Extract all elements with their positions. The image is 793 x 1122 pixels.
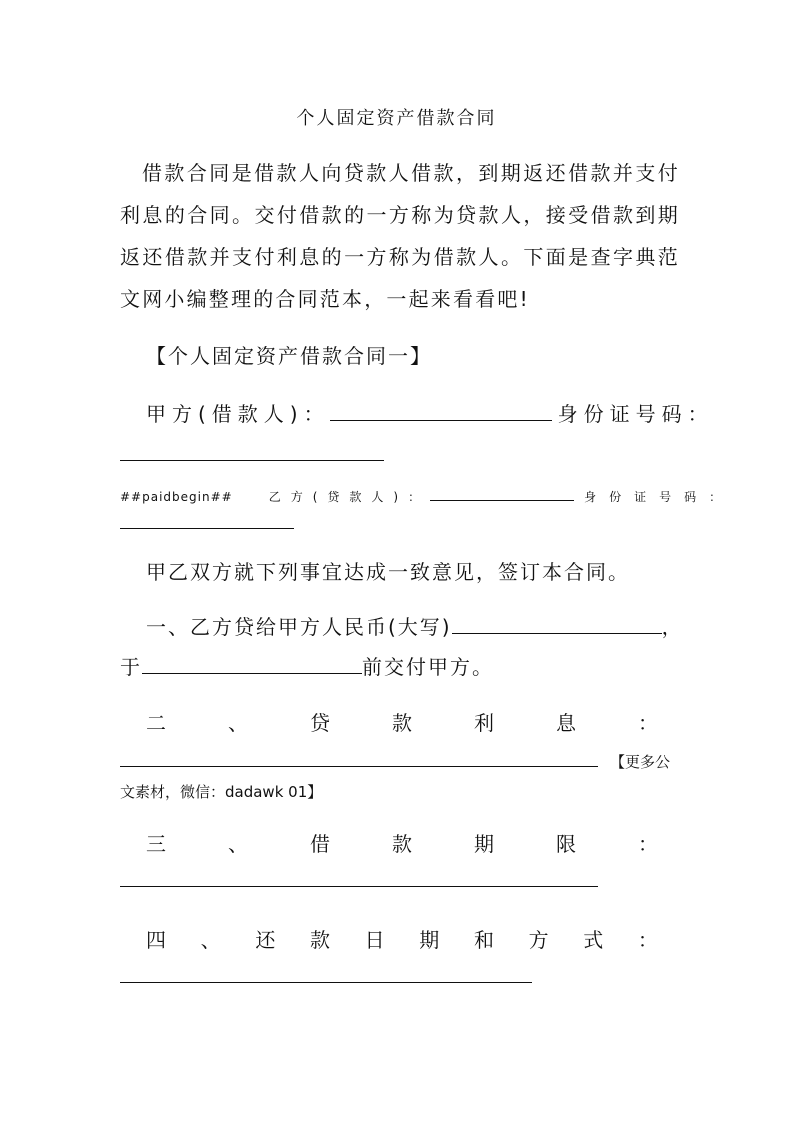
party-a-row xyxy=(146,398,714,427)
clause4-char: 、 xyxy=(200,928,223,952)
paid-marker: ##paidbegin## xyxy=(120,490,233,504)
party-b-id-row xyxy=(120,510,676,534)
clause3-char: 三 xyxy=(146,832,168,856)
clause2-char: 息 xyxy=(556,711,578,735)
party-a-id-label: 身份证号码： xyxy=(557,402,714,426)
clause1-date-row xyxy=(120,651,676,680)
clause2-blank xyxy=(120,765,598,767)
clause2-char: 、 xyxy=(228,711,250,735)
clause1-comma: ， xyxy=(661,615,684,639)
party-b-label: 乙方(贷款人)： xyxy=(268,490,431,504)
clause3-char: 、 xyxy=(228,832,250,856)
party-b-id-label: 身份证号码： xyxy=(584,490,735,504)
clause4-char: 日 xyxy=(364,928,387,952)
party-a-blank xyxy=(330,419,552,421)
clause4-char: 期 xyxy=(419,928,442,952)
party-a-id-blank xyxy=(120,459,384,461)
clause3-char: 限 xyxy=(556,832,578,856)
clause4-blank-row xyxy=(120,964,676,988)
clause3-blank xyxy=(120,885,598,887)
party-a-id-row xyxy=(120,442,676,466)
clause3-char: 款 xyxy=(392,832,414,856)
clause2-char: 利 xyxy=(474,711,496,735)
clause2-heading xyxy=(146,707,660,736)
section-heading: 【个人固定资产借款合同一】 xyxy=(146,344,432,368)
clause4-char: 方 xyxy=(528,928,551,952)
clause2-char: 款 xyxy=(392,711,414,735)
clause3-heading xyxy=(146,828,660,857)
clause4-char: ： xyxy=(637,928,660,952)
clause3-char: ： xyxy=(638,832,660,856)
clause4-char: 和 xyxy=(473,928,496,952)
document-title: 个人固定资产借款合同 xyxy=(296,108,497,129)
clause4-blank xyxy=(120,981,532,983)
party-b-row xyxy=(120,488,735,505)
clause3-char: 借 xyxy=(310,832,332,856)
promo-line-2: 文素材，微信：dadawk 01】 xyxy=(120,783,323,801)
party-b-id-blank xyxy=(120,527,294,529)
clause1-date-blank xyxy=(142,672,362,674)
clause1-yu: 于 xyxy=(120,655,142,679)
clause1-row xyxy=(146,611,684,640)
party-a-label: 甲方(借款人)： xyxy=(146,402,330,426)
clause4-heading xyxy=(146,924,660,953)
clause4-char: 式 xyxy=(583,928,606,952)
clause2-blank-row xyxy=(120,748,680,772)
clause2-char: 贷 xyxy=(310,711,332,735)
clause1-end: 前交付甲方。 xyxy=(362,655,494,679)
clause4-char: 款 xyxy=(309,928,332,952)
clause2-char: ： xyxy=(638,711,660,735)
clause4-char: 还 xyxy=(255,928,278,952)
clause1-text: 一、乙方贷给甲方人民币(大写) xyxy=(146,615,452,639)
promo-line-1: 【更多公 xyxy=(610,753,671,771)
clause4-char: 四 xyxy=(146,928,168,952)
clause2-char: 二 xyxy=(146,711,168,735)
clause1-amount-blank xyxy=(452,632,662,634)
party-b-blank xyxy=(430,499,574,501)
intro-paragraph: 借款合同是借款人向贷款人借款，到期返还借款并支付利息的合同。交付借款的一方称为贷款人，接受借款到期返还借款并支付利息的一方称为借款人。下面是查字典范文网小编整理的合同范本，一起来看看吧! xyxy=(120,161,680,311)
agreement-text: 甲乙双方就下列事宜达成一致意见，签订本合同。 xyxy=(146,560,630,584)
clause3-char: 期 xyxy=(474,832,496,856)
clause3-blank-row xyxy=(120,868,676,892)
